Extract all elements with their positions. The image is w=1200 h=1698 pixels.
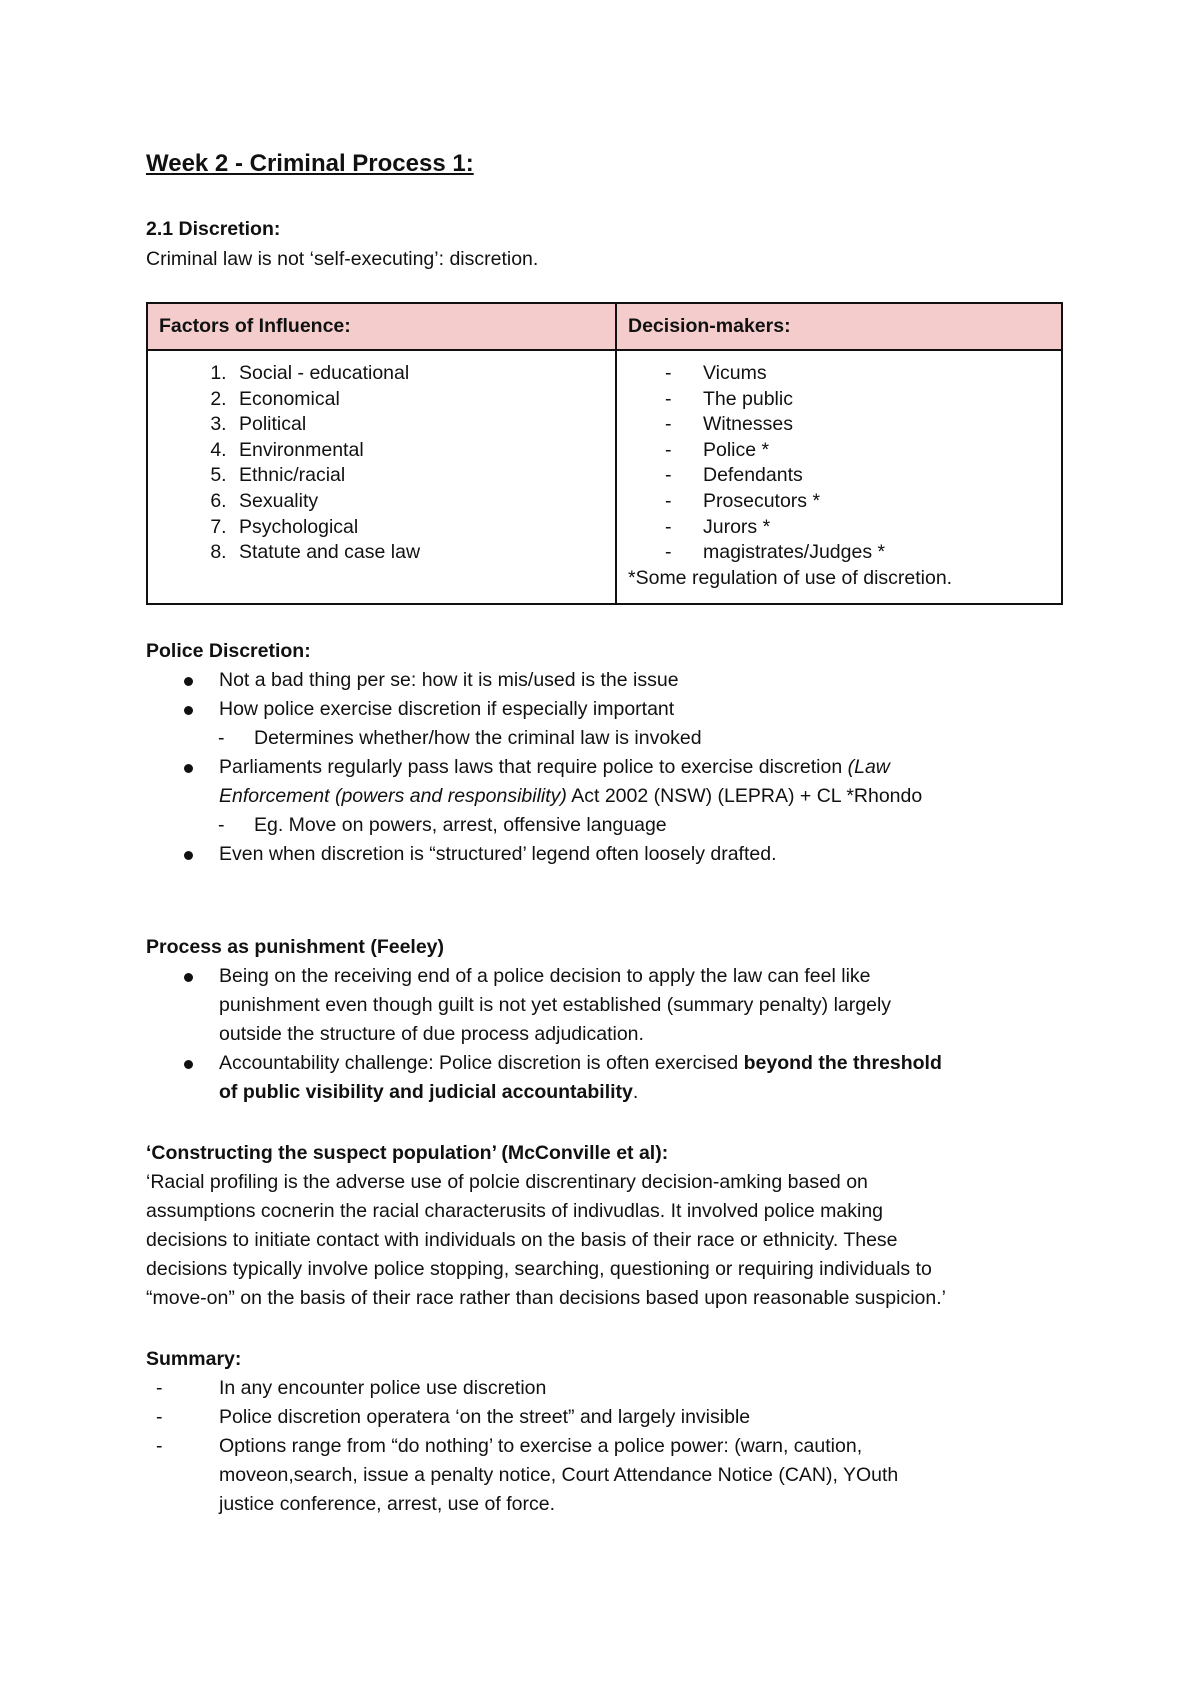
summary-list: [146, 1374, 1106, 1519]
process-punishment-list: [146, 962, 1106, 1107]
list-item: 1. Social - educational: [232, 361, 615, 387]
list-item: Even when discretion is “structured’ legend often loosely drafted.: [146, 840, 1106, 869]
list-item: - Defendants: [665, 464, 803, 487]
suspect-population-quote: ‘Racial profiling is the adverse use of polcie discrentinary decision-amking based on assumptions cocnerin the racial characterusits of indivudlas. It involved police making decisions to initiate contact with individuals on the basis of their race or ethnicity. These decisions typically involve police stopping, searching, questioning or requiring individuals to “move-on” on the basis of their race rather than decisions based upon reasonable suspicion.’: [146, 1171, 946, 1309]
factors-list: [148, 361, 615, 566]
decision-makers-list: [617, 361, 1061, 566]
list-item: 4. Environmental: [232, 438, 615, 464]
list-item: 8. Statute and case law: [232, 540, 615, 566]
list-item: - Vicums: [665, 362, 767, 384]
list-item: - Prosecutors *: [665, 489, 821, 512]
list-item: - In any encounter police use discretion: [156, 1377, 547, 1399]
decision-makers-cell: [616, 350, 1062, 604]
list-item: - Witnesses: [665, 413, 793, 436]
factors-cell: [147, 350, 616, 604]
page-title: Week 2 - Criminal Process 1:: [146, 150, 474, 177]
list-item: 6. Sexuality: [232, 489, 615, 515]
list-item: - magistrates/Judges *: [665, 541, 886, 564]
list-item: - The public: [665, 387, 793, 410]
suspect-population-heading: ‘Constructing the suspect population’ (McConville et al):: [146, 1142, 669, 1164]
discretion-intro: Criminal law is not ‘self-executing’: discretion.: [146, 248, 539, 270]
process-punishment-heading: Process as punishment (Feeley): [146, 936, 445, 958]
list-item: 3. Political: [232, 412, 615, 438]
police-discretion-heading: Police Discretion:: [146, 640, 311, 662]
list-item: 5. Ethnic/racial: [232, 463, 615, 489]
list-item: How police exercise discretion if especially important: [146, 695, 1106, 724]
table-header-row: [147, 303, 1062, 350]
factors-table: [146, 302, 1063, 605]
regulation-note: *Some regulation of use of discretion.: [628, 566, 953, 589]
list-item: - Options range from “do nothing’ to exercise a police power: (warn, caution, moveon,search, issue a penalty notice, Court Attendance Notice (CAN), YOuth justice conference, arrest, use of force.: [156, 1435, 899, 1515]
list-item: 2. Economical: [232, 387, 615, 413]
sub-item: - Eg. Move on powers, arrest, offensive language: [218, 814, 667, 836]
list-item: - Police *: [665, 438, 770, 461]
summary-heading: Summary:: [146, 1348, 242, 1370]
list-item: Parliaments regularly pass laws that require police to exercise discretion (Law Enforcement (powers and responsibility) Act 2002 (NSW) (LEPRA) + CL *Rhondo: [146, 753, 1106, 811]
list-item: Being on the receiving end of a police decision to apply the law can feel like punishment even though guilt is not yet established (summary penalty) largely outside the structure of due process adjudication.: [146, 962, 1106, 1049]
table-body-row: [147, 350, 1062, 604]
list-item: 7. Psychological: [232, 515, 615, 541]
list-item: Accountability challenge: Police discretion is often exercised beyond the threshold of public visibility and judicial accountability.: [146, 1049, 1106, 1107]
decision-makers-header: Decision-makers:: [616, 303, 1062, 350]
list-item: - Police discretion operatera ‘on the street” and largely invisible: [156, 1406, 751, 1428]
factors-header: Factors of Influence:: [147, 303, 616, 350]
discretion-heading: 2.1 Discretion:: [146, 218, 281, 240]
list-item: - Jurors *: [665, 515, 771, 538]
sub-item: - Determines whether/how the criminal law is invoked: [218, 727, 702, 749]
list-item: Not a bad thing per se: how it is mis/used is the issue: [146, 666, 1106, 695]
police-discretion-list: [146, 666, 1106, 869]
